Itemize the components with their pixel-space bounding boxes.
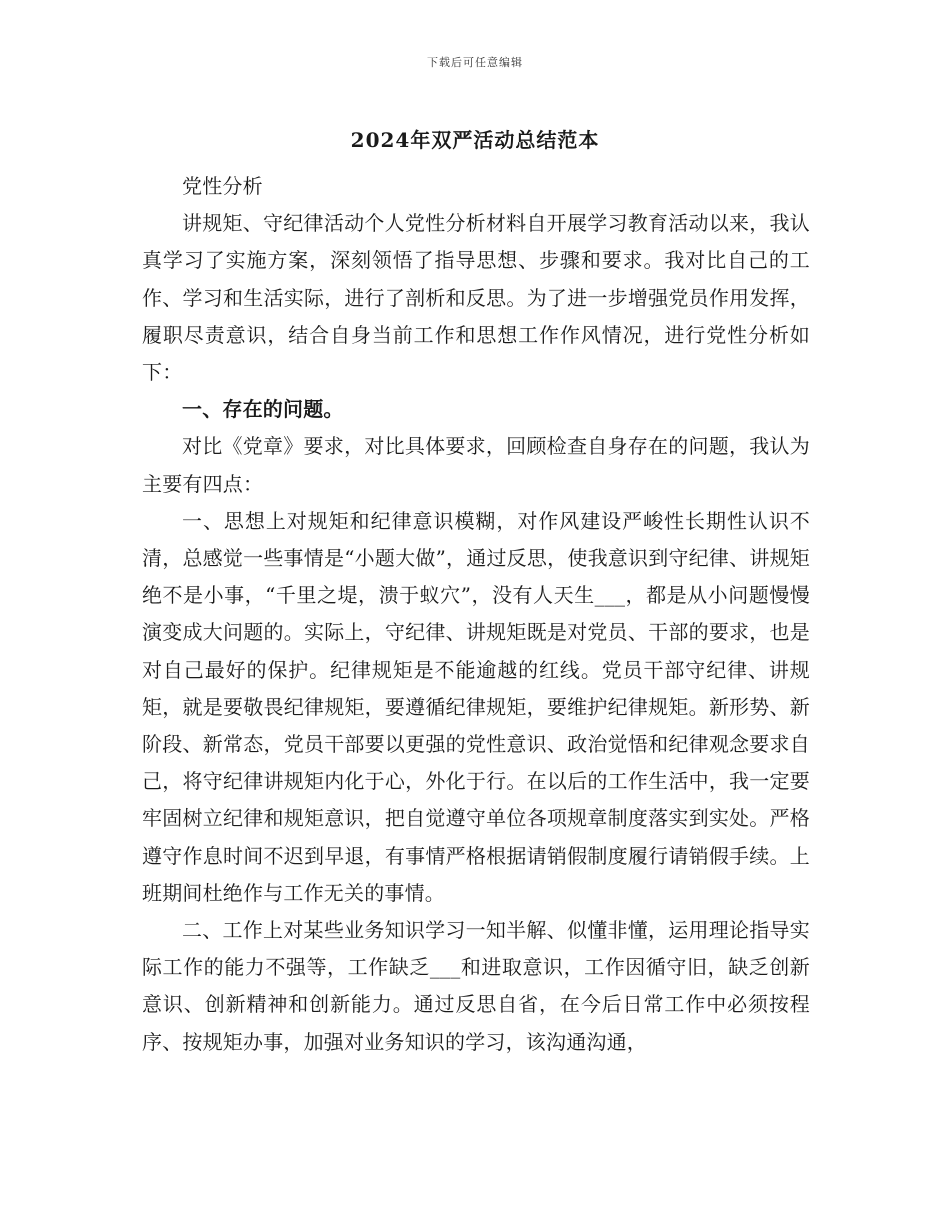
body-paragraph: 二、工作上对某些业务知识学习一知半解、似懂非懂，运用理论指导实际工作的能力不强等，工作缺乏___和进取意识，工作因循守旧，缺乏创新意识、创新精神和创新能力。通过反思自省，在今后日常工作中必须按程序、按规矩办事，加强对业务知识的学习，该沟通沟通， [142, 918, 810, 1054]
document-body [142, 168, 810, 1061]
section-label: 党性分析 [182, 174, 263, 198]
section-heading: 一、存在的问题。 [182, 397, 344, 422]
header-note: 下载后可任意编辑 [427, 56, 523, 69]
body-paragraph: 对比《党章》要求，对比具体要求，回顾检查自身存在的问题，我认为主要有四点： [142, 434, 810, 496]
document-title: 2024年双严活动总结范本 [350, 128, 600, 152]
body-paragraph: 一、思想上对规矩和纪律意识模糊，对作风建设严峻性长期性认识不清，总感觉一些事情是“小题大做”，通过反思，使我意识到守纪律、讲规矩绝不是小事，“千里之堤，溃于蚁穴”，没有人天生___，都是从小问题慢慢演变成大问题的。实际上，守纪律、讲规矩既是对党员、干部的要求，也是对自己最好的保护。纪律规矩是不能逾越的红线。党员干部守纪律、讲规矩，就是要敬畏纪律规矩，要遵循纪律规矩，要维护纪律规矩。新形势、新阶段、新常态，党员干部要以更强的党性意识、政治觉悟和纪律观念要求自己，将守纪律讲规矩内化于心，外化于行。在以后的工作生活中，我一定要牢固树立纪律和规矩意识，把自觉遵守单位各项规章制度落实到实处。严格遵守作息时间不迟到早退，有事情严格根据请销假制度履行请销假手续。上班期间杜绝作与工作无关的事情。 [142, 508, 810, 905]
intro-paragraph: 讲规矩、守纪律活动个人党性分析材料自开展学习教育活动以来，我认真学习了实施方案，深刻领悟了指导思想、步骤和要求。我对比自己的工作、学习和生活实际，进行了剖析和反思。为了进一步增强党员作用发挥，履职尽责意识，结合自身当前工作和思想工作作风情况，进行党性分析如下： [142, 211, 810, 385]
